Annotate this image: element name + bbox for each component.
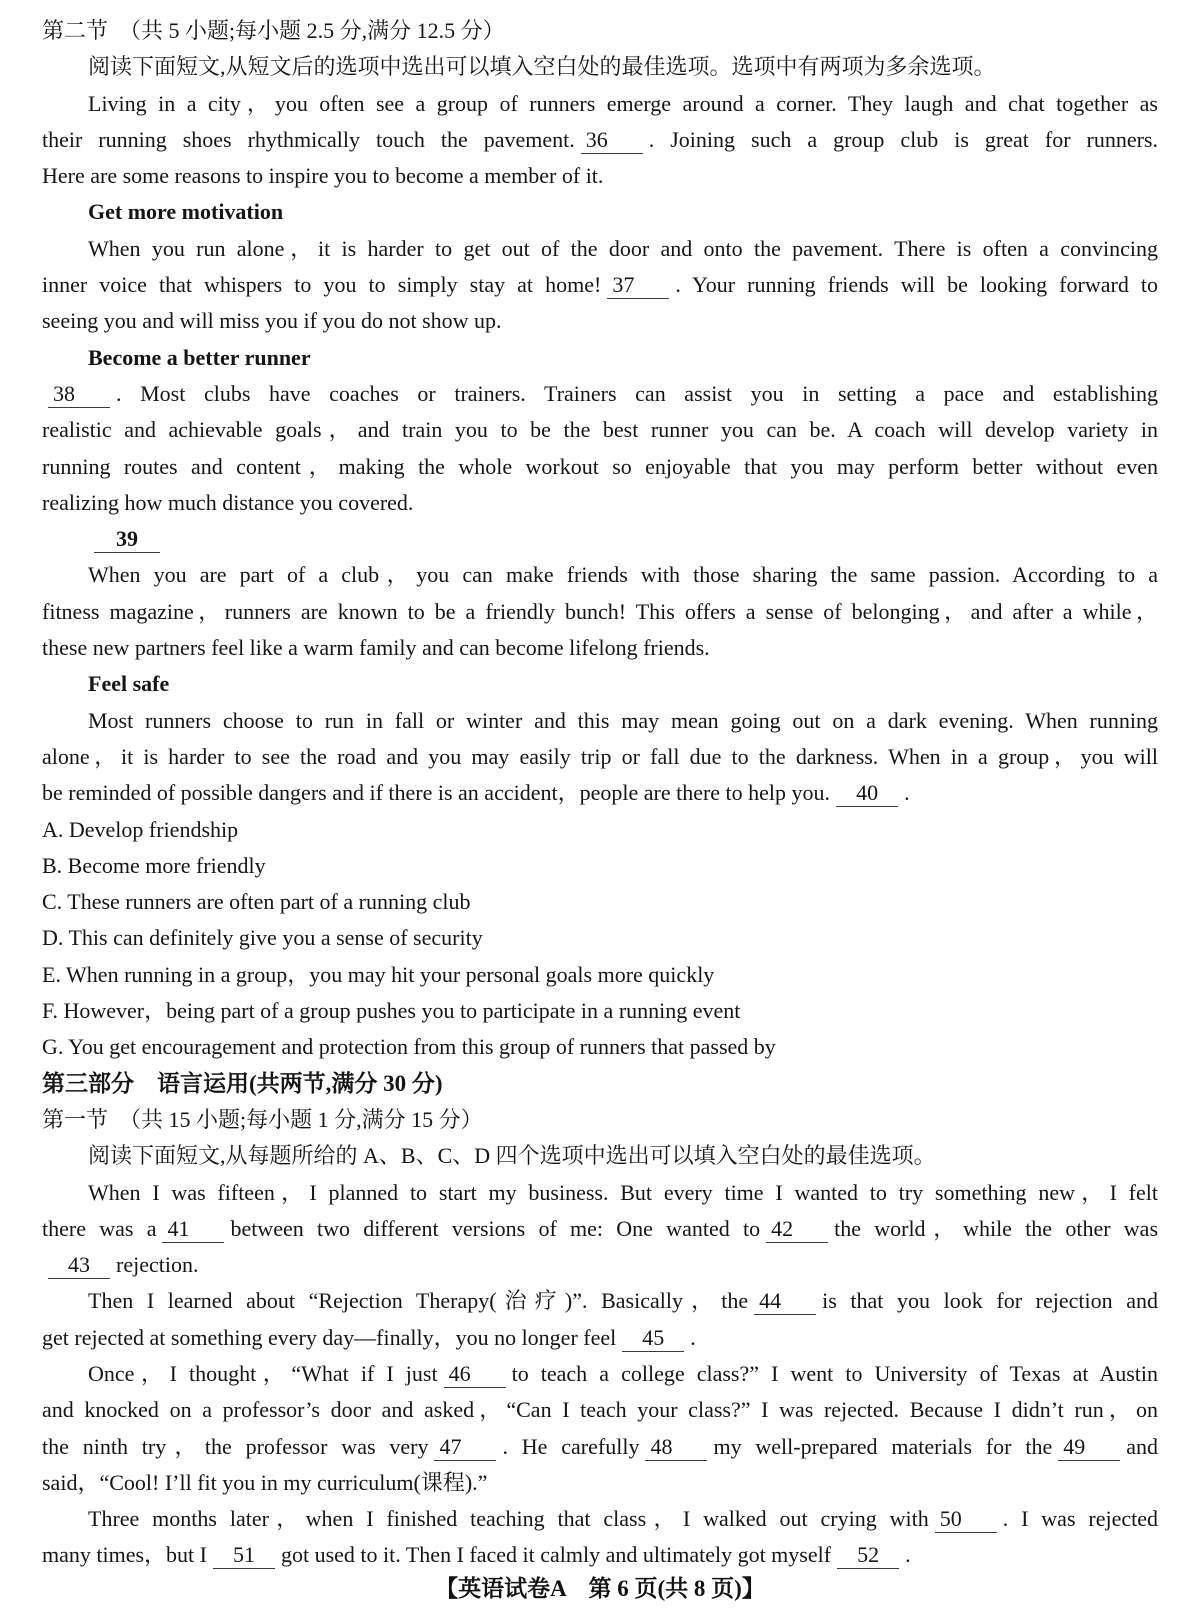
blank-41: 41 — [162, 1216, 224, 1243]
gap-passage-line — [42, 630, 1158, 666]
text-run: the world，while the other was — [834, 1215, 1159, 1241]
text-run: fitness magazine，runners are known to be a friendly bunch! This offers a sense of belonging，and after a while， — [42, 598, 1158, 624]
gap-passage-line — [42, 122, 1158, 158]
cloze-line — [42, 1501, 1158, 1537]
gap-passage-line — [42, 775, 1158, 811]
blank-52: 52 — [837, 1542, 899, 1569]
text-run: realizing how much distance you covered. — [42, 489, 414, 515]
option-b — [42, 848, 1158, 884]
option-d — [42, 920, 1158, 956]
gap-passage-line — [42, 376, 1158, 412]
text-run: 第一节 （共 15 小题;每小题 1 分,满分 15 分） — [42, 1106, 483, 1132]
text-run: my well-prepared materials for the — [713, 1433, 1053, 1459]
cloze-line — [42, 1429, 1158, 1465]
text-run: 第二节 （共 5 小题;每小题 2.5 分,满分 12.5 分） — [42, 18, 505, 43]
text-run: be reminded of possible dangers and if there is an accident，people are there to help you. — [42, 780, 831, 806]
section2-instructions — [42, 49, 1158, 85]
text-run: . Most clubs have coaches or trainers. Trainers can assist you in setting a pace and establishing — [116, 380, 1158, 406]
text-run: alone，it is harder to see the road and you may easily trip or fall due to the darkness. When in a group，you will — [42, 743, 1158, 769]
exam-paper-body — [42, 13, 1158, 1574]
text-run: Get more motivation — [88, 199, 284, 225]
blank-40: 40 — [836, 780, 898, 807]
cloze-line — [42, 1537, 1158, 1573]
text-run: is that you look for rejection and — [822, 1288, 1159, 1314]
text-run: the ninth try，the professor was very — [42, 1433, 429, 1459]
blank-42: 42 — [766, 1216, 828, 1243]
text-run: Become a better runner — [88, 344, 311, 370]
text-run: there was a — [42, 1215, 157, 1241]
part3-title — [42, 1066, 1158, 1102]
gap-passage-line — [42, 557, 1158, 593]
cloze-line — [42, 1211, 1158, 1247]
text-run: Here are some reasons to inspire you to become a member of it. — [42, 163, 604, 189]
blank-49: 49 — [1058, 1434, 1120, 1461]
blank-46: 46 — [444, 1361, 506, 1388]
text-run: Most runners choose to run in fall or winter and this may mean going out on a dark evening. When running — [88, 707, 1158, 733]
text-run: . — [904, 780, 910, 806]
blank-38: 38 — [48, 381, 110, 408]
gap-passage-line — [42, 231, 1158, 267]
part3-section1-title — [42, 1102, 1158, 1138]
text-run: said，“Cool! I’ll fit you in my curriculum(课程).” — [42, 1469, 488, 1495]
text-run: D. This can definitely give you a sense of security — [42, 925, 483, 951]
text-run: Once，I thought，“What if I just — [88, 1360, 438, 1386]
text-run: C. These runners are often part of a running club — [42, 889, 471, 915]
text-run: and — [1126, 1433, 1158, 1459]
cloze-line — [42, 1283, 1158, 1319]
text-run: and knocked on a professor’s door and asked，“Can I teach your class?” I was rejected. Because I didn’t run，on — [42, 1397, 1158, 1423]
blank-51: 51 — [213, 1542, 275, 1569]
gap-passage-line — [42, 86, 1158, 122]
text-run: their running shoes rhythmically touch the pavement. — [42, 126, 575, 152]
cloze-line — [42, 1320, 1158, 1356]
blank-39: 39 — [94, 526, 160, 553]
text-run: A. Develop friendship — [42, 816, 239, 842]
option-e — [42, 957, 1158, 993]
text-run: 阅读下面短文,从每题所给的 A、B、C、D 四个选项中选出可以填入空白处的最佳选项。 — [88, 1143, 936, 1169]
text-run: get rejected at something every day—finally，you no longer feel — [42, 1324, 617, 1350]
text-run: F. However，being part of a group pushes you to participate in a running event — [42, 998, 741, 1024]
option-a — [42, 812, 1158, 848]
blank-47: 47 — [434, 1434, 496, 1461]
text-run: rejection. — [116, 1252, 199, 1278]
subheading-blank-39 — [42, 521, 1158, 557]
text-run: B. Become more friendly — [42, 852, 266, 878]
cloze-line — [42, 1247, 1158, 1283]
gap-passage-line — [42, 485, 1158, 521]
blank-43: 43 — [48, 1252, 110, 1279]
cloze-line — [42, 1175, 1158, 1211]
text-run: . He carefully — [502, 1433, 640, 1459]
gap-passage-line — [42, 412, 1158, 448]
option-f — [42, 993, 1158, 1029]
text-run: When you run alone，it is harder to get out of the door and onto the pavement. There is often a convincing — [88, 235, 1158, 261]
subheading-become-a-better-runner — [42, 340, 1158, 376]
text-run: running routes and content，making the whole workout so enjoyable that you may perform better without even — [42, 453, 1158, 479]
gap-passage-line — [42, 267, 1158, 303]
blank-45: 45 — [622, 1325, 684, 1352]
text-run: G. You get encouragement and protection from this group of runners that passed by — [42, 1034, 776, 1060]
subheading-feel-safe — [42, 666, 1158, 702]
text-run: Then I learned about “Rejection Therapy(治疗)”. Basically，the — [88, 1288, 749, 1314]
blank-48: 48 — [645, 1434, 707, 1461]
text-run: these new partners feel like a warm family and can become lifelong friends. — [42, 635, 710, 661]
gap-passage-line — [42, 449, 1158, 485]
text-run: got used to it. Then I faced it calmly and ultimately got myself — [280, 1542, 832, 1568]
gap-passage-line — [42, 703, 1158, 739]
text-run: . — [905, 1542, 911, 1568]
text-run: seeing you and will miss you if you do not show up. — [42, 308, 502, 334]
gap-passage-line — [42, 739, 1158, 775]
text-run: to teach a college class?” I went to University of Texas at Austin — [511, 1360, 1158, 1386]
text-run: . — [690, 1324, 696, 1350]
text-run: When you are part of a club，you can make friends with those sharing the same passion. According to a — [88, 562, 1158, 588]
text-run: . I was rejected — [1002, 1506, 1158, 1532]
page-footer: 【英语试卷A 第 6 页(共 8 页)】 — [435, 1576, 765, 1601]
text-run: realistic and achievable goals，and train you to be the best runner you can be. A coach will develop variety in — [42, 417, 1158, 443]
section2-title — [42, 13, 1158, 49]
blank-37: 37 — [607, 272, 669, 299]
text-run: When I was fifteen，I planned to start my business. But every time I wanted to try something new，I felt — [88, 1179, 1158, 1205]
text-run: . Your running friends will be looking forward to — [675, 272, 1158, 298]
text-run: E. When running in a group，you may hit your personal goals more quickly — [42, 961, 715, 987]
text-run: 阅读下面短文,从短文后的选项中选出可以填入空白处的最佳选项。选项中有两项为多余选项。 — [88, 54, 996, 80]
option-g — [42, 1029, 1158, 1065]
blank-36: 36 — [581, 127, 643, 154]
subheading-get-more-motivation — [42, 194, 1158, 230]
gap-passage-line — [42, 158, 1158, 194]
text-run: many times，but I — [42, 1542, 207, 1568]
text-run: 第三部分 语言运用(共两节,满分 30 分) — [42, 1070, 443, 1096]
gap-passage-line — [42, 303, 1158, 339]
text-run: Three months later，when I finished teaching that class，I walked out crying with — [88, 1506, 929, 1532]
cloze-line — [42, 1465, 1158, 1501]
cloze-line — [42, 1356, 1158, 1392]
text-run: Living in a city，you often see a group of runners emerge around a corner. They laugh and chat together as — [88, 90, 1158, 116]
option-c — [42, 884, 1158, 920]
blank-44: 44 — [754, 1288, 816, 1315]
text-run: . Joining such a group club is great for runners. — [648, 126, 1158, 152]
cloze-instructions — [42, 1138, 1158, 1174]
text-run: inner voice that whispers to you to simply stay at home! — [42, 272, 602, 298]
text-run: Feel safe — [88, 671, 170, 697]
blank-50: 50 — [935, 1506, 997, 1533]
cloze-line — [42, 1392, 1158, 1428]
gap-passage-line — [42, 594, 1158, 630]
text-run: between two different versions of me: One wanted to — [230, 1215, 761, 1241]
